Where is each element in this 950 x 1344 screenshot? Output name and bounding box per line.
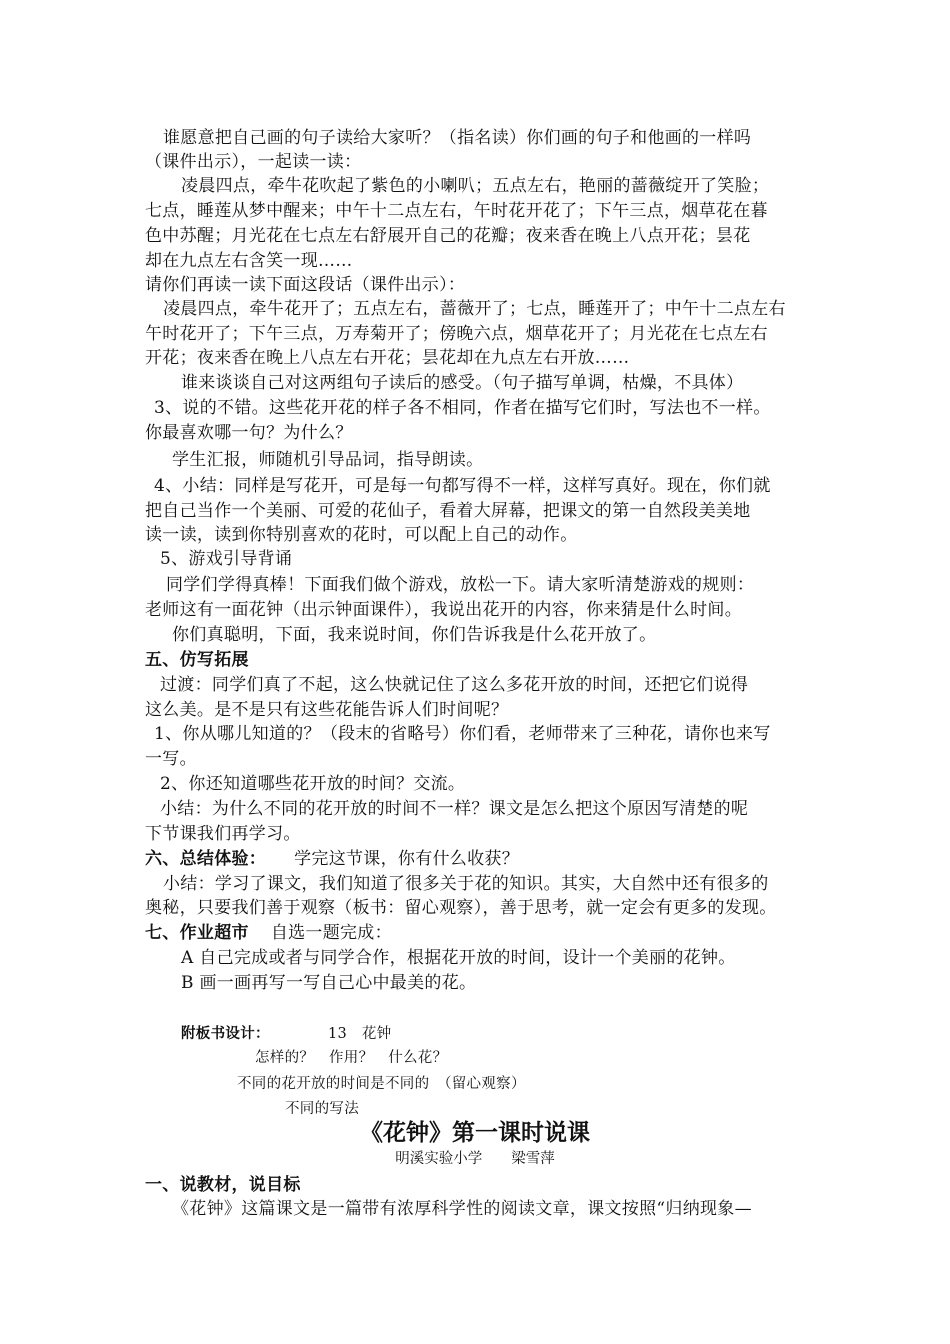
paragraph-line: 5、游戏引导背诵 — [160, 549, 293, 569]
paragraph-line: 1、你从哪儿知道的？（段末的省略号）你们看，老师带来了三种花，请你也来写 — [154, 724, 771, 744]
section-heading: 五、仿写拓展 — [145, 650, 249, 670]
board-title: 13 花钟 — [328, 1026, 392, 1042]
paragraph-line: 这么美。是不是只有这些花能告诉人们时间呢？ — [145, 700, 509, 720]
homework-heading: 七、作业超市 — [145, 923, 249, 943]
summary-question: 学完这节课，你有什么收获？ — [294, 849, 520, 869]
paragraph-line: 色中苏醒；月光花在七点左右舒展开自己的花瓣；夜来香在晚上八点开花；昙花 — [145, 226, 751, 246]
paragraph-line: 七点，睡莲从梦中醒来；中午十二点左右，午时花开花了；下午三点，烟草花在暮 — [145, 201, 768, 221]
summary-line — [145, 847, 519, 871]
paragraph-line: 读一读，读到你特别喜欢的花时，可以配上自己的动作。 — [145, 525, 578, 545]
homework-option-a: A 自己完成或者与同学合作，根据花开放的时间，设计一个美丽的花钟。 — [181, 948, 736, 968]
board-writing-method: 不同的写法 — [285, 1101, 359, 1117]
paragraph-line: 同学们学得真棒！下面我们做个游戏，放松一下。请大家听清楚游戏的规则： — [166, 575, 755, 595]
board-questions: 怎样的？ 作用？ 什么花？ — [255, 1050, 448, 1066]
paragraph-line: 凌晨四点，牵牛花开了；五点左右，蔷薇开了；七点，睡莲开了；中午十二点左右 — [163, 299, 786, 319]
board-main-point: 不同的花开放的时间是不同的 （留心观察） — [237, 1076, 526, 1092]
paragraph-line: 一写。 — [145, 749, 197, 769]
board-design-label: 附板书设计： — [181, 1025, 270, 1042]
paragraph-line: 你最喜欢哪一句？为什么？ — [145, 423, 353, 443]
paragraph-line: 谁愿意把自己画的句子读给大家听？（指名读）你们画的句子和他画的一样吗 — [163, 128, 752, 148]
paragraph-line: 《花钟》这篇课文是一篇带有浓厚科学性的阅读文章，课文按照“归纳现象— — [172, 1199, 752, 1219]
paragraph-line: 凌晨四点，牵牛花吹起了紫色的小喇叭；五点左右，艳丽的蔷薇绽开了笑脸； — [181, 176, 770, 196]
paragraph-line: 午时花开了；下午三点，万寿菊开了；傍晚六点，烟草花开了；月光花在七点左右 — [145, 324, 768, 344]
paragraph-line: 谁来谈谈自己对这两组句子读后的感受。（句子描写单调，枯燥，不具体） — [181, 373, 744, 393]
paragraph-line: 小结：学习了课文，我们知道了很多关于花的知识。其实，大自然中还有很多的 — [163, 874, 769, 894]
paragraph-line: 奥秘，只要我们善于观察（板书：留心观察），善于思考，就一定会有更多的发现。 — [145, 898, 777, 918]
paragraph-line: 下节课我们再学习。 — [145, 824, 301, 844]
paragraph-line: 学生汇报，师随机引导品词，指导朗读。 — [172, 450, 484, 470]
paragraph-line: 请你们再读一读下面这段话（课件出示）： — [145, 275, 466, 295]
homework-line — [145, 921, 392, 945]
paragraph-line: 却在九点左右含笑一现…… — [145, 251, 353, 271]
summary-heading: 六、总结体验： — [145, 849, 267, 869]
paragraph-line: 把自己当作一个美丽、可爱的花仙子，看着大屏幕，把课文的第一自然段美美地 — [145, 501, 751, 521]
paragraph-line: 开花；夜来香在晚上八点左右开花；昙花却在九点左右开放…… — [145, 348, 630, 368]
paragraph-line: 2、你还知道哪些花开放的时间？交流。 — [160, 774, 466, 794]
section-heading: 一、说教材，说目标 — [145, 1175, 301, 1195]
paragraph-line: 老师这有一面花钟（出示钟面课件），我说出花开的内容，你来猜是什么时间。 — [145, 600, 742, 620]
paragraph-line: 4、小结：同样是写花开，可是每一句都写得不一样，这样写真好。现在，你们就 — [154, 476, 771, 496]
paragraph-line: 小结：为什么不同的花开放的时间不一样？课文是怎么把这个原因写清楚的呢 — [160, 799, 749, 819]
homework-instruction: 自选一题完成： — [270, 923, 392, 943]
author-byline: 明溪实验小学 梁雪萍 — [395, 1151, 555, 1167]
paragraph-line: 过渡：同学们真了不起，这么快就记住了这么多花开放的时间，还把它们说得 — [160, 675, 749, 695]
paragraph-line: 3、说的不错。这些花开花的样子各不相同，作者在描写它们时，写法也不一样。 — [154, 398, 771, 418]
lecture-title: 《花钟》第一课时说课 — [360, 1119, 590, 1146]
paragraph-line: （课件出示），一起读一读： — [145, 152, 362, 172]
homework-option-b: B 画一画再写一写自己心中最美的花。 — [181, 973, 477, 993]
paragraph-line: 你们真聪明，下面，我来说时间，你们告诉我是什么花开放了。 — [172, 625, 657, 645]
